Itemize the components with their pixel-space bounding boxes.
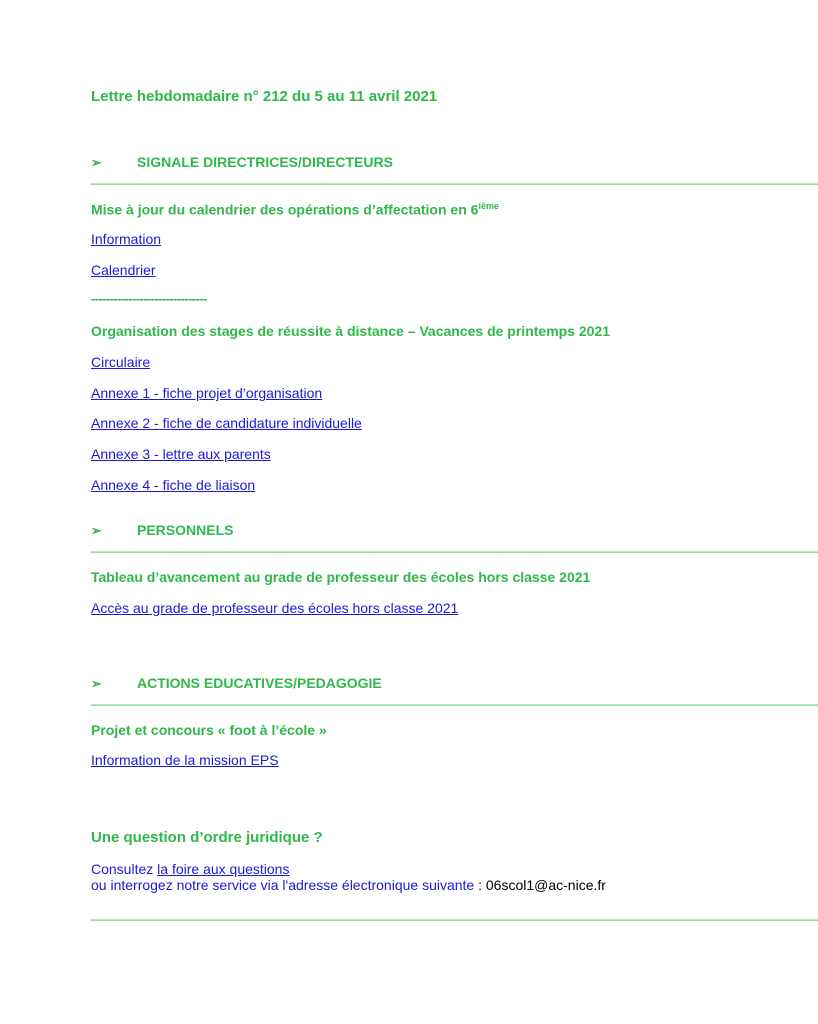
- item-title-stages: Organisation des stages de réussite à distance – Vacances de printemps 2021: [91, 323, 611, 339]
- legal-question-heading: Une question d’ordre juridique ?: [91, 829, 323, 846]
- contact-text: ou interrogez notre service via l'adresse électronique suivante: [91, 877, 475, 893]
- item-title-calendrier: [91, 201, 499, 218]
- link-acces-grade[interactable]: Accès au grade de professeur des écoles hors classe 2021: [91, 600, 459, 616]
- link-annexe-4[interactable]: Annexe 4 - fiche de liaison: [91, 477, 256, 493]
- link-faq[interactable]: la foire aux questions: [157, 861, 290, 877]
- link-mission-eps[interactable]: Information de la mission EPS: [91, 752, 279, 768]
- arrow-bullet-icon: ➢: [91, 676, 102, 691]
- consult-line: [91, 861, 289, 877]
- link-annexe-1[interactable]: Annexe 1 - fiche projet d’organisation: [91, 385, 323, 401]
- link-annexe-3[interactable]: Annexe 3 - lettre aux parents: [91, 446, 271, 462]
- dashed-separator: -------------------------------: [91, 291, 207, 306]
- item-title-text: Mise à jour du calendrier des opérations d’affectation en 6: [91, 201, 479, 218]
- link-circulaire[interactable]: Circulaire: [91, 354, 151, 370]
- contact-email: 06scol1@ac-nice.fr: [485, 877, 606, 893]
- arrow-bullet-icon: ➢: [91, 523, 102, 538]
- item-title-foot: Projet et concours « foot à l’école »: [91, 722, 327, 738]
- section-divider: ____________________________________________________________________________________________________________: [91, 538, 818, 553]
- item-title-avancement: Tableau d’avancement au grade de professeur des écoles hors classe 2021: [91, 569, 591, 585]
- link-annexe-2[interactable]: Annexe 2 - fiche de candidature individuelle: [91, 415, 362, 431]
- contact-sep: :: [474, 877, 486, 893]
- section-divider: ____________________________________________________________________________________________________________: [91, 170, 818, 185]
- section-heading-personnels: PERSONNELS: [137, 522, 234, 538]
- contact-line: [91, 877, 606, 893]
- newsletter-title: Lettre hebdomadaire n° 212 du 5 au 11 avril 2021: [91, 88, 438, 105]
- section-heading-actions: ACTIONS EDUCATIVES/PEDAGOGIE: [137, 675, 382, 691]
- footer-divider: ____________________________________________________________________________________________________________: [91, 906, 818, 921]
- link-information[interactable]: Information: [91, 231, 162, 247]
- section-divider: ____________________________________________________________________________________________________________: [91, 691, 818, 706]
- link-calendrier[interactable]: Calendrier: [91, 262, 156, 278]
- consult-prefix: Consultez: [91, 861, 158, 877]
- item-title-sup: ième: [478, 201, 499, 211]
- arrow-bullet-icon: ➢: [91, 155, 102, 170]
- section-heading-directeurs: SIGNALE DIRECTRICES/DIRECTEURS: [137, 154, 393, 170]
